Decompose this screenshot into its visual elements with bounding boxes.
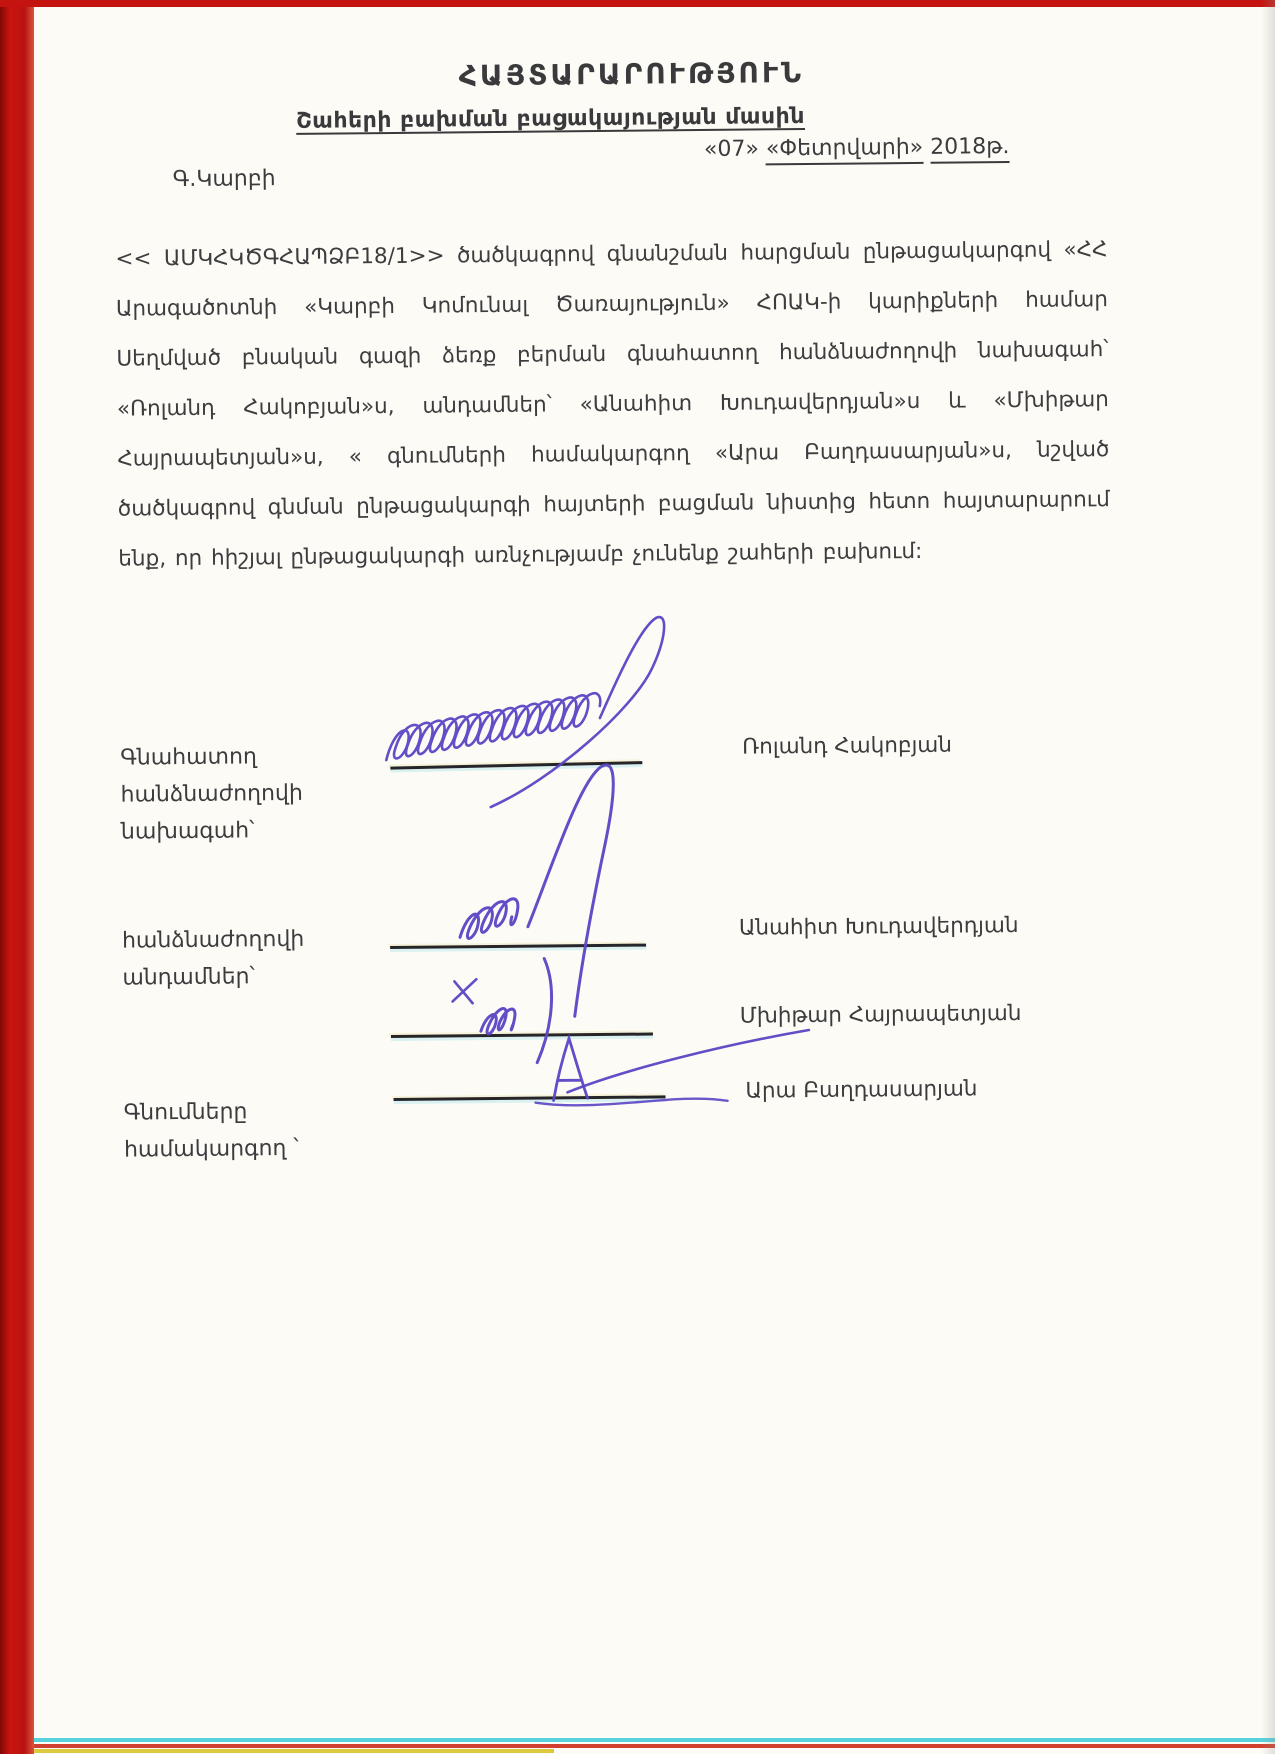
date-line [697, 134, 1010, 166]
signatory-name-member-2: Մխիթար Հայրապետյան [739, 1000, 1022, 1029]
date-day: «07» [703, 136, 760, 162]
date-year: 2018թ. [930, 134, 1010, 164]
date-month: «Փետրվարի» [766, 135, 924, 166]
body-paragraph: << ԱՄԿՀԿԾԳՀԱՊՁԲ18/1>> ծածկագրով գնանշման հարցման ընթացակարգով «ՀՀ Արագածոտնի «Կարբի Կոմունալ Ծառայություն» ՀՈԱԿ-ի կարիքների համար Սեղմված բնական գազի ձեռք բերման գնահատող հանձնաժողովի նախագահ՝ «Ռոլանդ Հակոբյան»ս, անդամներ՝ «Անահիտ Խուդավերդյան»ս և «Մխիթար Հայրապետյան»ս, « գնումների համակարգող «Արա Բաղդասարյան»ս, նշված ծածկագրով գնման ընթացակարգի հայտերի բացման նիստից հետո հայտարարում ենք, որ հիշյալ ընթացակարգի առնչությամբ չունենք շահերի բախում: [115, 237, 1110, 572]
signatory-name-chairman: Ռոլանդ Հակոբյան [742, 732, 953, 760]
document-subtitle: Շահերի բախման բացակայության մասին [296, 104, 806, 134]
location-text: Գ.Կարբի [172, 166, 276, 193]
signature-label-members: հանձնաժողովի անդամներ՝ [121, 926, 305, 991]
signature-label-chairman: Գնահատող հանձնաժողովի նախագահ՝ [120, 744, 303, 845]
signature-label-coordinator: Գնումները համակարգող ՝ [123, 1099, 299, 1163]
document-title: ՀԱՅՏԱՐԱՐՈՒԹՅՈՒՆ [458, 56, 805, 93]
signatory-name-member-1: Անահիտ Խուդավերդյան [738, 913, 1019, 941]
signatory-name-coordinator: Արա Բաղդասարյան [745, 1076, 978, 1104]
